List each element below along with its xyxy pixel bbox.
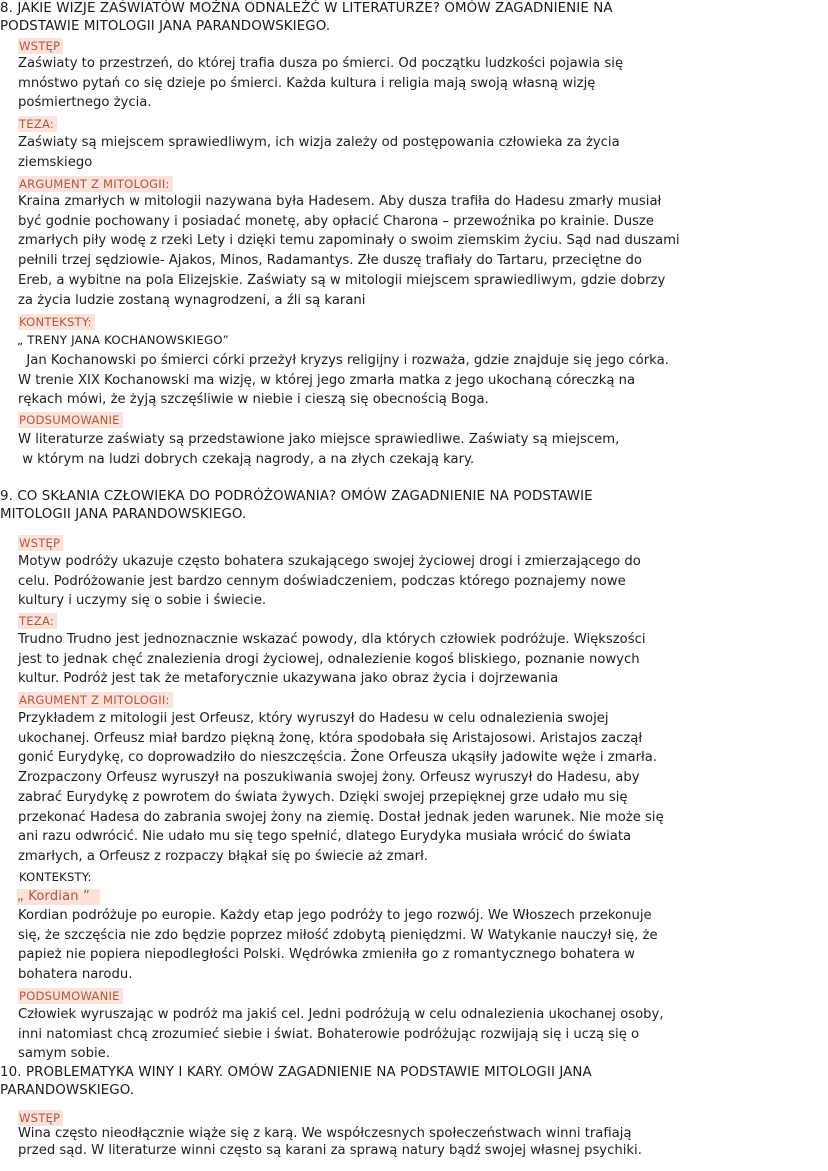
context-paragraph bbox=[18, 351, 669, 410]
text-line: przekonać Hadesa do zabrania swojej żony na ziemię. Dostał jednak jeden warunek. Nie może się bbox=[18, 809, 664, 825]
text-line: zabrać Eurydykę z powrotem do świata żywych. Dzięki swojej przepięknej grze udało mu się bbox=[18, 789, 628, 805]
text-line: gonić Eurydykę, co doprowadziło do nieszczęścia. Żone Orfeusza ukąsiły jadowite węże i zmarła. bbox=[18, 750, 658, 766]
summary-label: PODSUMOWANIE bbox=[18, 988, 123, 1004]
title-line: 10. PROBLEMATYKA WINY I KARY. OMÓW ZAGADNIENIE NA PODSTAWIE MITOLOGII JANA bbox=[0, 1065, 592, 1080]
summary-paragraph bbox=[18, 1005, 664, 1064]
intro-label: WSTĘP bbox=[18, 1110, 63, 1126]
intro-paragraph bbox=[18, 54, 623, 113]
text-line: papież nie popiera niepodległości Polski. Wędrówka zmieniła go z romantycznego bohatera w bbox=[18, 947, 635, 963]
text-line: się, że szczęścia nie zdo będzie poprzez miłość zdobytą pieniędzmi. W Watykanie nauczył się, że bbox=[18, 927, 658, 943]
text-line: być godnie pochowany i posiadać monetę, aby opłacić Charona – przewoźnika po krainie. Dusze bbox=[18, 213, 654, 229]
title-line: MITOLOGII JANA PARANDOWSKIEGO. bbox=[0, 507, 247, 522]
context-label: KONTEKSTY: bbox=[19, 870, 92, 884]
text-line: za życia ludzie zostaną wynagrodzeni, a źli są karani bbox=[18, 292, 366, 308]
context-paragraph bbox=[18, 906, 658, 985]
text-line: jest to jednak chęć znalezienia drogi życiowej, odnalezienie kogoś bliskiego, poznanie nowych bbox=[18, 651, 640, 667]
text-line: Zaświaty to przestrzeń, do której trafia dusza po śmierci. Od początku ludzkości pojawia się bbox=[18, 56, 624, 71]
text-line: Kraina zmarłych w mitologii nazywana była Hadesem. Aby dusza trafiła do Hadesu zmarły musiał bbox=[18, 194, 662, 209]
text-line: Człowiek wyruszając w podróż ma jakiś cel. Jedni podróżują w celu odnalezienia ukochanej osoby, bbox=[18, 1007, 664, 1022]
text-line: inni natomiast chcą zrozumieć siebie i świat. Bohaterowie podróżując rozwijają się i uczą się o bbox=[18, 1026, 640, 1042]
argument-label: ARGUMENT Z MITOLOGII: bbox=[18, 692, 173, 708]
text-line: Zaświaty są miejscem sprawiedliwym, ich wizja zależy od postępowania człowieka za życia bbox=[18, 135, 620, 150]
thesis-paragraph bbox=[18, 133, 620, 172]
title-line: PARANDOWSKIEGO. bbox=[0, 1083, 135, 1098]
text-line: W literaturze zaświaty są przedstawione jako miejsce sprawiedliwe. Zaświaty są miejscem, bbox=[18, 432, 620, 447]
thesis-label: TEZA: bbox=[18, 116, 57, 132]
text-line: rękach mówi, że żyją szczęśliwie w niebie i cieszą się obecnością Boga. bbox=[18, 392, 489, 408]
title-line: PODSTAWIE MITOLOGII JANA PARANDOWSKIEGO. bbox=[0, 19, 331, 34]
section-9-title bbox=[0, 488, 593, 524]
text-line: kultury i uczymy się o sobie i świecie. bbox=[18, 593, 267, 609]
text-line: bohatera narodu. bbox=[18, 967, 133, 983]
thesis-paragraph bbox=[18, 630, 646, 689]
context-title: „ TRENY JANA KOCHANOWSKIEGO” bbox=[17, 333, 229, 347]
context-title: „ Kordian ” bbox=[17, 889, 100, 905]
text-line: Przykładem z mitologii jest Orfeusz, który wyruszył do Hadesu w celu odnalezienia swojej bbox=[18, 711, 609, 726]
text-line: samym sobie. bbox=[18, 1046, 110, 1062]
intro-paragraph bbox=[18, 552, 641, 611]
text-line: w którym na ludzi dobrych czekają nagrody, a na złych czekają kary. bbox=[18, 451, 475, 467]
text-line: Ereb, a wybitne na pola Elizejskie. Zaświaty są w mitologii miejscem sprawiedliwym, gdzie dobrzy bbox=[18, 272, 666, 288]
text-line: Motyw podróży ukazuje często bohatera szukającego swojej życiowej drogi i zmierzającego do bbox=[18, 554, 641, 569]
text-line: kultur. Podróż jest tak że metaforycznie ukazywana jako obraz życia i dojrzewania bbox=[18, 671, 559, 687]
argument-paragraph bbox=[18, 192, 680, 310]
text-line: Zrozpaczony Orfeusz wyruszył na poszukiwania swojej żony. Orfeusz wyruszył do Hadesu, aby bbox=[18, 770, 640, 786]
intro-label: WSTĘP bbox=[18, 535, 63, 551]
text-line: Kordian podróżuje po europie. Każdy etap jego podróży to jego rozwój. We Włoszech przekonuje bbox=[18, 908, 652, 923]
text-line: zmarłych, a Orfeusz z rozpaczy błąkał się po świecie aż zmarł. bbox=[18, 848, 429, 864]
argument-paragraph bbox=[18, 709, 664, 867]
text-line: ani razu odwrócić. Nie udało mu się tego spełnić, dlatego Eurydyka musiała wrócić do świata bbox=[18, 829, 632, 845]
text-line: zmarłych piły wodę z rzeki Lety i dzięki temu zapominały o swoim ziemskim życiu. Sąd nad duszami bbox=[18, 233, 680, 249]
text-line: pośmiertnego życia. bbox=[18, 95, 152, 111]
intro-paragraph bbox=[18, 1125, 642, 1159]
text-line: celu. Podróżowanie jest bardzo cennym doświadczeniem, podczas którego poznajemy nowe bbox=[18, 573, 626, 589]
text-line: przed sąd. W literaturze winni często są karani za sprawą natury bądź swojej własnej psychiki. bbox=[18, 1143, 642, 1158]
text-line: Trudno Trudno jest jednoznacznie wskazać powody, dla których człowiek podróżuje. Większości bbox=[18, 632, 646, 647]
section-8-title bbox=[0, 0, 613, 36]
section-10-title bbox=[0, 1064, 592, 1100]
context-label: KONTEKSTY: bbox=[18, 314, 95, 330]
argument-label: ARGUMENT Z MITOLOGII: bbox=[18, 176, 173, 192]
summary-paragraph bbox=[18, 430, 619, 469]
intro-label: WSTĘP bbox=[18, 38, 63, 54]
text-line: ziemskiego bbox=[18, 154, 93, 170]
text-line: mnóstwo pytań co się dzieje po śmierci. Każda kultura i religia mają swoją własną wizję bbox=[18, 75, 596, 91]
thesis-label: TEZA: bbox=[18, 613, 57, 629]
text-line: pełnili trzej sędziowie- Ajakos, Minos, Radamantys. Złe duszę trafiały do Tartaru, przeciętne do bbox=[18, 253, 642, 269]
title-line: 8. JAKIE WIZJE ZAŚWIATÓW MOŻNA ODNALEŹĆ W LITERATURZE? OMÓW ZAGADNIENIE NA bbox=[0, 1, 613, 16]
text-line: Jan Kochanowski po śmierci córki przeżył kryzys religijny i rozważa, gdzie znajduje się jego córka. bbox=[18, 353, 669, 368]
summary-label: PODSUMOWANIE bbox=[18, 412, 123, 428]
title-line: 9. CO SKŁANIA CZŁOWIEKA DO PODRÓŻOWANIA? OMÓW ZAGADNIENIE NA PODSTAWIE bbox=[0, 489, 593, 504]
text-line: W trenie XIX Kochanowski ma wizję, w której jego zmarła matka z jego ukochaną córeczką na bbox=[18, 372, 636, 388]
text-line: Wina często nieodłącznie wiąże się z karą. We współczesnych społeczeństwach winni trafiają bbox=[18, 1126, 632, 1141]
text-line: ukochanej. Orfeusz miał bardzo piękną żonę, która spodobała się Aristajosowi. Aristajos zaczął bbox=[18, 730, 643, 746]
